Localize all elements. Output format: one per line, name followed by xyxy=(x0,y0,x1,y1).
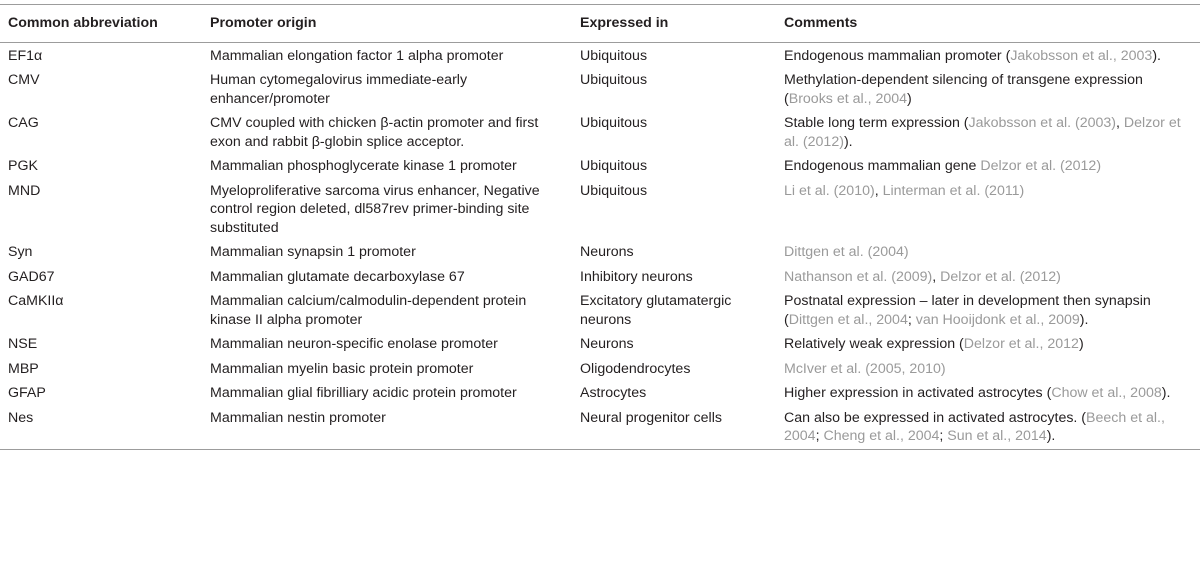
cell-expressed-in: Neural progenitor cells xyxy=(580,409,722,426)
table-row xyxy=(0,331,1200,356)
table-row xyxy=(0,239,1200,264)
comment-text: ). xyxy=(1079,311,1089,328)
reference-link[interactable]: Cheng et al., 2004 xyxy=(823,428,940,444)
cell-promoter-origin: Mammalian synapsin 1 promoter xyxy=(210,244,416,260)
cell-expressed-in: Excitatory glutamatergic neurons xyxy=(580,293,732,328)
cell-abbreviation: CaMKIIα xyxy=(8,293,64,309)
cell-abbreviation: NSE xyxy=(8,336,38,352)
reference-link[interactable]: Nathanson et al. (2009) xyxy=(784,268,933,285)
reference-link[interactable]: Sun et al., 2014 xyxy=(947,428,1047,444)
comment-text: , xyxy=(932,268,941,285)
cell-expressed-in: Neurons xyxy=(580,336,634,352)
comment-text: ; xyxy=(815,428,824,444)
reference-link[interactable]: Brooks et al., 2004 xyxy=(788,90,908,107)
reference-link[interactable]: McIver et al. (2005, 2010) xyxy=(784,360,946,377)
cell-abbreviation: Nes xyxy=(8,409,34,426)
cell-abbreviation: CAG xyxy=(8,115,39,131)
cell-expressed-in: Ubiquitous xyxy=(580,115,648,131)
cell-abbreviation: GFAP xyxy=(8,385,46,401)
comment-text: Postnatal expression – later in development then synapsin ( xyxy=(784,293,1151,328)
cell-promoter-origin: Mammalian myelin basic protein promoter xyxy=(210,360,474,377)
promoter-table xyxy=(0,4,1200,450)
reference-link[interactable]: Beech et al., 2004 xyxy=(784,409,1165,444)
cell-comments xyxy=(776,331,1200,356)
comment-text: ). xyxy=(1161,385,1171,401)
comment-text: Higher expression in activated astrocytes ( xyxy=(784,385,1052,401)
cell-abbreviation: MBP xyxy=(8,360,39,377)
cell-comments xyxy=(776,67,1200,110)
cell-comments xyxy=(776,239,1200,264)
reference-link[interactable]: Jakobsson et al., 2003 xyxy=(1010,47,1153,64)
table-row xyxy=(0,42,1200,67)
comment-text: ) xyxy=(907,90,912,107)
cell-promoter-origin: Mammalian phosphoglycerate kinase 1 promoter xyxy=(210,158,517,174)
table-row xyxy=(0,153,1200,178)
table-row xyxy=(0,178,1200,240)
comment-text: ; xyxy=(907,311,916,328)
header-promoter-origin: Promoter origin xyxy=(210,15,317,31)
cell-promoter-origin: Mammalian glial fibrilliary acidic protein promoter xyxy=(210,385,517,401)
comment-text: ) xyxy=(1078,336,1084,352)
cell-abbreviation: Syn xyxy=(8,244,33,260)
cell-expressed-in: Neurons xyxy=(580,244,634,260)
cell-abbreviation: PGK xyxy=(8,158,38,174)
comment-text: ). xyxy=(1046,428,1056,444)
comment-text: , xyxy=(1116,115,1124,131)
cell-promoter-origin: Human cytomegalovirus immediate-early enhancer/promoter xyxy=(210,72,468,107)
cell-comments xyxy=(776,288,1200,331)
cell-expressed-in: Ubiquitous xyxy=(580,158,648,174)
comment-text: Stable long term expression ( xyxy=(784,115,969,131)
reference-link[interactable]: Linterman et al. (2011) xyxy=(882,182,1025,199)
cell-promoter-origin: Mammalian elongation factor 1 alpha promoter xyxy=(210,47,504,64)
reference-link[interactable]: Chow et al., 2008 xyxy=(1051,385,1162,401)
reference-link[interactable]: Delzor et al. (2012) xyxy=(784,115,1181,150)
cell-comments xyxy=(776,110,1200,153)
cell-abbreviation: GAD67 xyxy=(8,268,55,285)
reference-link[interactable]: Delzor et al. (2012) xyxy=(980,158,1102,174)
cell-promoter-origin: Mammalian glutamate decarboxylase 67 xyxy=(210,268,465,285)
cell-expressed-in: Ubiquitous xyxy=(580,182,648,199)
table-row xyxy=(0,288,1200,331)
reference-link[interactable]: Delzor et al. (2012) xyxy=(940,268,1061,285)
cell-comments xyxy=(776,380,1200,405)
cell-promoter-origin: CMV coupled with chicken β-actin promoter and first exon and rabbit β-globin splice acceptor. xyxy=(210,115,539,150)
comment-text: ; xyxy=(939,428,948,444)
reference-link[interactable]: Dittgen et al. (2004) xyxy=(784,244,909,260)
reference-link[interactable]: van Hooijdonk et al., 2009 xyxy=(915,311,1080,328)
reference-link[interactable]: Li et al. (2010) xyxy=(784,182,875,199)
comment-text: Can also be expressed in activated astrocytes. ( xyxy=(784,409,1087,426)
cell-expressed-in: Ubiquitous xyxy=(580,72,648,88)
cell-comments xyxy=(776,356,1200,381)
comment-text: ). xyxy=(1152,47,1161,64)
comment-text: Endogenous mammalian gene xyxy=(784,158,981,174)
table-row xyxy=(0,405,1200,450)
comment-text: Endogenous mammalian promoter ( xyxy=(784,47,1011,64)
cell-comments xyxy=(776,178,1200,240)
header-comments: Comments xyxy=(784,15,858,31)
comment-text: ). xyxy=(843,133,853,150)
cell-abbreviation: EF1α xyxy=(8,47,43,64)
table-row xyxy=(0,356,1200,381)
cell-expressed-in: Inhibitory neurons xyxy=(580,268,693,285)
cell-comments xyxy=(776,264,1200,289)
cell-expressed-in: Ubiquitous xyxy=(580,47,648,64)
table-header xyxy=(0,5,1200,43)
cell-promoter-origin: Myeloproliferative sarcoma virus enhancer, Negative control region deleted, dl587rev primer-binding site substituted xyxy=(210,182,540,236)
comment-text: Relatively weak expression ( xyxy=(784,336,964,352)
cell-promoter-origin: Mammalian neuron-specific enolase promoter xyxy=(210,336,498,352)
cell-expressed-in: Oligodendrocytes xyxy=(580,360,691,377)
cell-comments xyxy=(776,153,1200,178)
header-abbreviation: Common abbreviation xyxy=(8,15,158,31)
cell-promoter-origin: Mammalian calcium/calmodulin-dependent protein kinase II alpha promoter xyxy=(210,293,527,328)
cell-abbreviation: CMV xyxy=(8,72,40,88)
table-row xyxy=(0,264,1200,289)
cell-comments xyxy=(776,405,1200,450)
table-row xyxy=(0,67,1200,110)
table-row xyxy=(0,380,1200,405)
promoter-table-container xyxy=(0,4,1200,450)
cell-comments xyxy=(776,42,1200,67)
table-row xyxy=(0,110,1200,153)
header-row xyxy=(0,5,1200,43)
cell-promoter-origin: Mammalian nestin promoter xyxy=(210,409,386,426)
reference-link[interactable]: Delzor et al., 2012 xyxy=(963,336,1079,352)
reference-link[interactable]: Dittgen et al., 2004 xyxy=(788,311,908,328)
cell-abbreviation: MND xyxy=(8,182,41,199)
cell-expressed-in: Astrocytes xyxy=(580,385,647,401)
reference-link[interactable]: Jakobsson et al. (2003) xyxy=(968,115,1117,131)
comment-text: , xyxy=(874,182,883,199)
comment-text: Methylation-dependent silencing of transgene expression ( xyxy=(784,72,1143,107)
header-expressed-in: Expressed in xyxy=(580,15,669,31)
table-body xyxy=(0,42,1200,449)
